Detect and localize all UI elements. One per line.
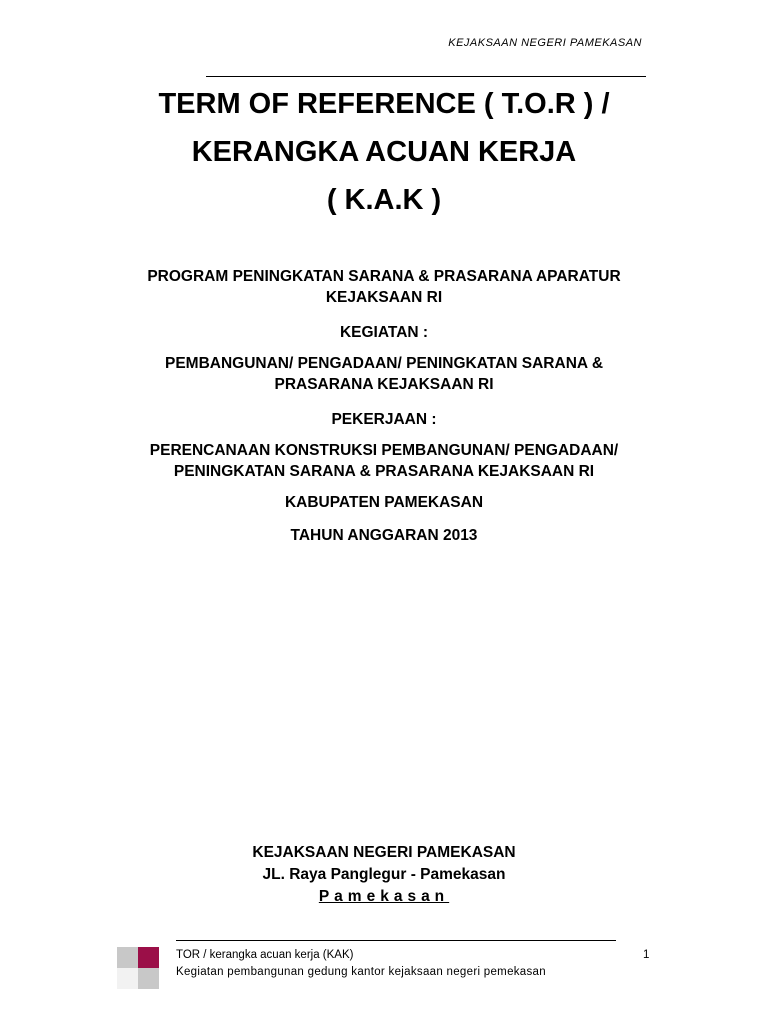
logo-square-accent	[138, 947, 159, 968]
footer-rule	[176, 940, 616, 941]
footer-line-1: TOR / kerangka acuan kerja (KAK)	[176, 949, 354, 961]
program-heading	[0, 266, 768, 308]
pekerjaan-text	[0, 440, 768, 482]
location: KABUPATEN PAMEKASAN	[284, 494, 484, 511]
program-line-1: PROGRAM PENINGKATAN SARANA & PRASARANA APARATUR	[147, 268, 621, 285]
pekerjaan-line-1: PERENCANAAN KONSTRUKSI PEMBANGUNAN/ PENGADAAN/	[149, 442, 619, 459]
address-org: KEJAKSAAN NEGERI PAMEKASAN	[252, 844, 516, 861]
logo-square-light	[117, 968, 138, 989]
pekerjaan-line-2: PENINGKATAN SARANA & PRASARANA KEJAKSAAN RI	[173, 463, 595, 480]
running-head: KEJAKSAAN NEGERI PAMEKASAN	[448, 37, 642, 49]
title-line-1: TERM OF REFERENCE ( T.O.R ) /	[158, 88, 610, 120]
kegiatan-line-1: PEMBANGUNAN/ PENGADAAN/ PENINGKATAN SARANA &	[164, 355, 604, 372]
kegiatan-label: KEGIATAN :	[339, 324, 429, 341]
title-line-2: KERANGKA ACUAN KERJA	[191, 136, 577, 168]
footer-line-2: Kegiatan pembangunan gedung kantor kejaksaan negeri pemekasan	[176, 966, 546, 978]
kegiatan-line-2: PRASARANA KEJAKSAAN RI	[274, 376, 494, 393]
logo-square-grey	[117, 947, 138, 968]
address-city: Pamekasan	[318, 888, 450, 905]
title-line-3: ( K.A.K )	[326, 184, 442, 216]
fiscal-year: TAHUN ANGGARAN 2013	[290, 527, 478, 544]
pekerjaan-label: PEKERJAAN :	[331, 411, 437, 428]
kegiatan-text	[0, 353, 768, 395]
address-street: JL. Raya Panglegur - Pamekasan	[262, 866, 506, 883]
logo-square-grey-2	[138, 968, 159, 989]
program-line-2: KEJAKSAAN RI	[325, 289, 443, 306]
header-rule	[206, 76, 646, 77]
page-number: 1	[643, 949, 650, 961]
